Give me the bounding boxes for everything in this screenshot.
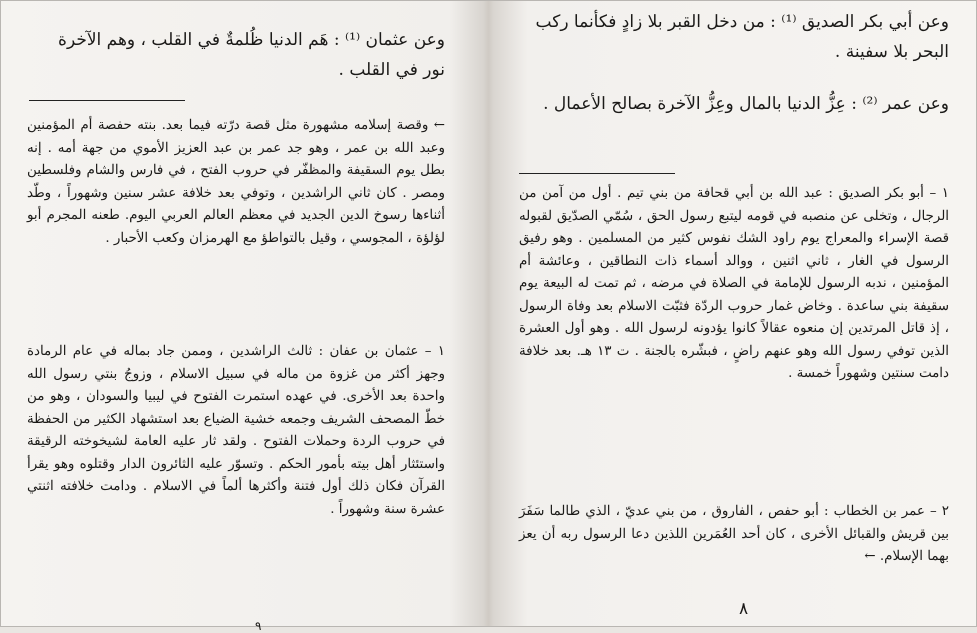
verse-abu-bakr: وعن أبي بكر الصديق ⁽¹⁾ : من دخل القبر بلا زادٍ فكأنما ركب البحر بلا سفينة . — [535, 12, 949, 62]
footnote-uthman: ١ – عثمان بن عفان : ثالث الراشدين ، وممن جاد بماله في عام الرمادة وجهز أكثر من غزوة من ماله في سبيل الاسلام ، وزوجُ بنتي رسول الله واحدة بعد الأخرى. في عهده استمرت الفتوح في ليبيا والسودان ، وهو من خطّ المصحف الشريف وجمعه خشية الضياع بعد استشهاد الكثير من الحفظة في حروب الردة وحملات الفتوح . ولقد ثار عليه العامة لشيخوخته الرقيقة واستئثار أهل بيته بأمور الحكم . وتسوّر عليه الثائرون الدار وقتلوه وهو يقرأ القرآن فكان ذلك أول فتنة وأكثرها ألماً في الاسلام . ودامت خلافته اثنتي عشرة سنة وشهوراً . — [27, 344, 445, 517]
page-number: ٩ — [255, 619, 262, 633]
page-number: ٨ — [739, 599, 749, 619]
footnote-umar-continued: ← وقصة إسلامه مشهورة مثل قصة درّته فيما بعد. بنته حفصة أم المؤمنين وعبد الله بن عمر ، وهو جد عمر بن عبد العزيز الأموي من جهة أمه . إنه بطل يوم السقيفة والمظفّر في حروب الفتح ، في فارس والشام وفلسطين ومصر . كان ثاني الراشدين ، وتوفي بعد خلافة عشر سنين وشهوراً ، وطّد أثناءها رسوخ الدين الجديد في معظم العالم العربي اليوم. طعنه المجرم أبو لؤلؤة ، المجوسي ، وقيل بالتواطؤ مع الهرمزان وكعب الأحبار . — [27, 118, 445, 246]
verse-uthman: وعن عثمان ⁽¹⁾ : هَم الدنيا ظُلمةٌ في القلب ، وهم الآخرة نور في القلب . — [58, 30, 445, 80]
verse-umar: وعن عمر ⁽²⁾ : عِزُّ الدنيا بالمال وعِزُّ الآخرة بصالح الأعمال . — [543, 94, 949, 114]
footnote-umar: ٢ – عمر بن الخطاب : أبو حفص ، الفاروق ، من بني عديّ ، الذي طالما سَفَرَ بين قريش والقبائل الأخرى ، كان أحد العُمَرين اللذين دعا الرسول ربه أن يعز بهما الإسلام. ← — [519, 504, 949, 564]
footnote-rule — [29, 100, 185, 101]
left-page — [23, 1, 451, 633]
right-page — [513, 1, 963, 628]
footnote-abu-bakr: ١ – أبو بكر الصديق : عبد الله بن أبي قحافة من بني تيم . أول من آمن من الرجال ، وتخلى عن منصبه في قومه ليتبع رسول الحق ، سُمّي الصدّيق لقبوله قصة الإسراء والمعراج يوم راود الشك نفوس كثير من المسلمين . وهو رفيق الرسول في الغار ، ثاني اثنين ، ووالد أسماء ذات النطاقين ، وعائشة أم المؤمنين ، ندبه الرسول للإمامة في الصلاة في مرضه ، ثم تمت له البيعة يوم سقيفة بني ساعدة . وخاض غمار حروب الردّة فثبّت الاسلام بعد وفاة الرسول ، إذ قاتل المرتدين إن منعوه عقالاً كانوا يؤدونه لرسول الله . وهو أول العشرة الذين توفي رسول الله وهو عنهم راضٍ ، فبشّره بالجنة . ت ١٣ هـ. بعد خلافة دامت سنتين وشهوراً خمسة . — [519, 186, 949, 381]
footnote-rule — [519, 173, 675, 174]
